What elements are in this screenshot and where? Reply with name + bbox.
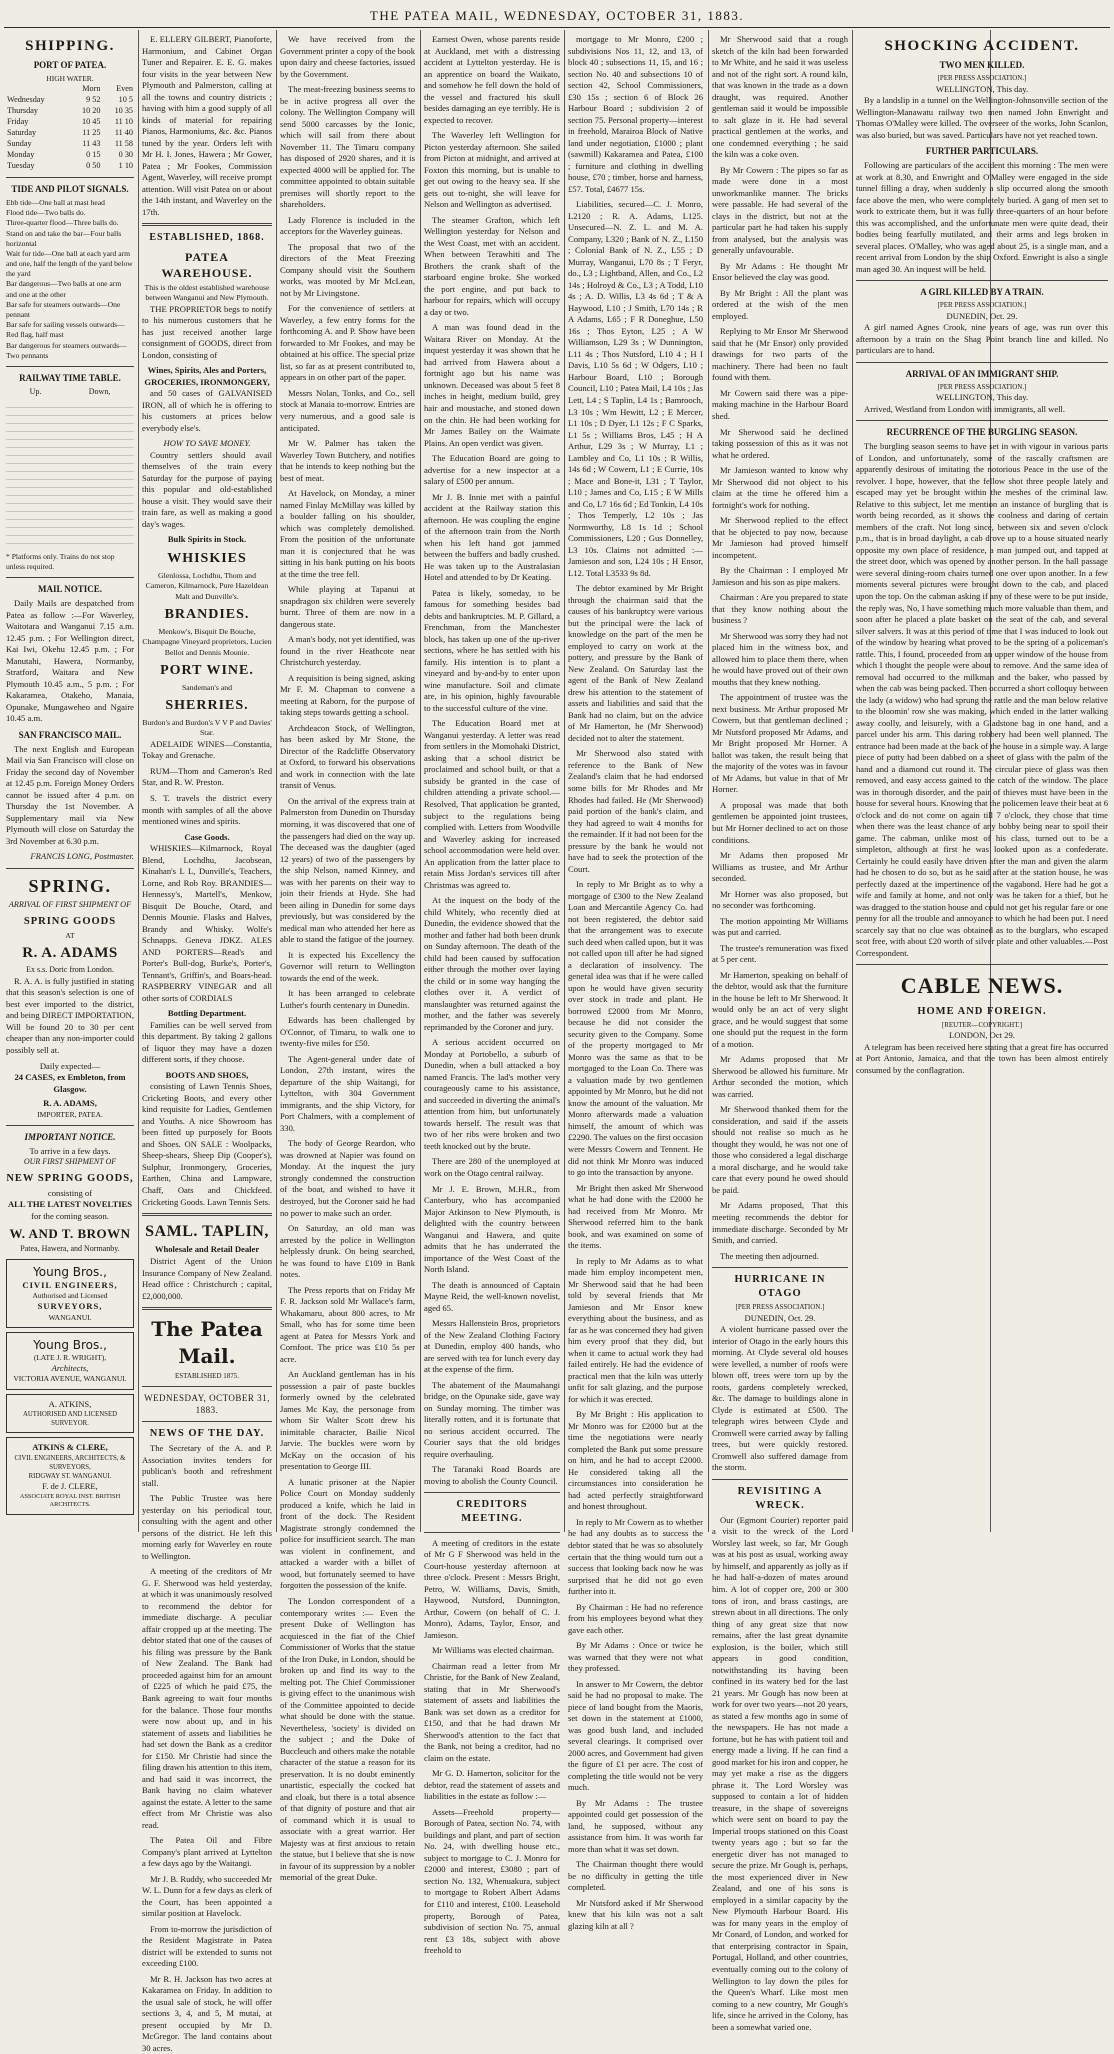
divider (856, 964, 1108, 965)
mail-notice-body: Daily Mails are despatched from Patea as follow :—For Waverley, Waitotara and Wanganui 7.15 a.m. 12.45 p.m. ; For Wellington direct, Kai Iwi, Okehu 12.45 p.m. ; For Manutahi, Hawera, Normanby, Stratford, Waitara and New Plymouth 10.45 a.m., 5 p.m. ; For Kakaramea, Otakeho, Manaia, Opunake, Mungaweheo and Ngaire 10.45 a.m. (6, 598, 134, 724)
sherries-heading: SHERRIES. (165, 698, 249, 714)
table-row: Friday 10 45 11 10 (7, 117, 133, 127)
port-heading: PORT OF PATEA. (33, 60, 107, 71)
col-even: Even (116, 84, 133, 94)
further-particulars-heading: FURTHER PARTICULARS. (925, 146, 1039, 157)
important-heading: IMPORTANT NOTICE. (24, 1131, 116, 1142)
news-of-the-day-heading: NEWS OF THE DAY. (149, 1428, 265, 1440)
divider (856, 280, 1108, 281)
table-row: Tuesday 0 50 1 10 (7, 161, 133, 171)
immigrant-ship-heading: ARRIVAL OF AN IMMIGRANT SHIP. (905, 368, 1059, 379)
column-4: Earnest Owen, whose parents reside at Auckland, met with a distressing accident at Lyttelton yesterday. He is an apprentice on board the Waikato, and somehow he fell down the hold of the vessel and fractured his skull besides damaging an eye terribly. He is expected to recover. The Waverley left Wellington for Picton yesterday afternoon. She sailed from Picton at midnight, and arrived at Foxton this morning, but is unable to get out owing to the heavy sea. If she gets out to-night, she will leave for Nelson and Wellington as advertised. The steamer Grafton, which left Wellington yesterday for Nelson and the West Coast, met with an accident. When between Terawhiti and The Brothers the crank shaft of the starboard engine broke. She worked the port engine, and put back to harbour for repairs, which will occupy a day or two. A man was found dead in the Waitara River on Monday. At the inquest yesterday it was shown that he had arrived from Hawera about a fortnight ago but his name was unknown. Deceased was about 5 feet 8 inches in height, medium build, grey hair and moustache, and stoned down on the chin. He had been working for Mr James Bailey on the Waimate Plains. An open verdict was given. The Education Board are going to advertise for a new inspector at a salary of £500 per annum. Mr J. B. Innie met with a painful accident at the Railway station this afternoon. He was coupling the engine of the afternoon train from the North when his left hand got jammed between the buffers and badly crushed. He was taken up to the Australasian Hotel and attended to by Dr Keating. Patea is likely, someday, to be famous for something besides bad debts and bankruptcies. M. P. Gillard, a Frenchman, from the Manchester block, has taken up one of the up-river sections, where he has settled with his family. His intention is to plant a vineyard and by-and-by to enter upon wine manufacture. Soil and climate are, in his opinion, highly favourable to the successful culture of the vine. The Education Board met at Wanganui yesterday. A letter was read from settlers in the Momohaki District, asking that a school district be proclaimed and school built, or that a subsidy be granted in the case of children attending a private school.—Resolved, That application be granted, subject to the regulations being complied with. Letters from Woodville and Waverley asking for increased school accommodation were held over. An application from the latter place to retain Miss Jordan's services till after Christmas was agreed to. At the inquest on the body of the child Whitely, who recently died at Dunedin, the evidence showed that the mother and father had both been drunk on Sunday afternoon. The death of the child had been caused by suffocation either through the mother over laying the child or in some way hanging the clothes over it. A verdict of manslaughter was returned against the mother, and the father was severely reprimanded by the Coroner and jury. A serious accident occurred on Monday at Portobello, a suburb of Dunedin, when a bull attacked a boy named Francis. The lad's mother very courageously came to his assistance, and succeeded in diverting the animal's attention from him, but unfortunately towards herself. The result was that two of her ribs were broken and two teeth knocked out by the brute. There are 280 of the unemployed at work on the Otago central railway. Mr J. E. Brown, M.H.R., from Canterbury, who has accompanied Major Atkinson to New Plymouth, is delighted with the country between Wanganui and Hawera, and quite admits that he has underrated the importance of the West Coast of the North Island. The death is announced of Captain Mayne Reid, the well-known novelist, aged 65. Messrs Hallenstein Bros, proprietors of the New Zealand Clothing Factory at Dunedin, employ 400 hands, who are served with tea for lunch every day at the expense of the firm. The abatement of the Maumahangi bridge, on the Opunake side, gave way on Sunday morning. The timber was literally rotten, and it is fortunate that no serious accident occurred. The Courier says that the old bridges require overhauling. The Taranaki Road Boards are moving to abolish the County Council. CREDITORS MEETING. A meeting of creditors in the estate of Mr G F Sherwood was held in the Court-house yesterday afternoon at three o'clock. Present : Messrs Bright, Petro, W. Williams, Davis, Smith, Haywood, Nutsford, Dunnington, Arthur, Cowern (on behalf of C. J. Monro), Adams, Taylor, Ensor, and Jamieson. Mr Williams was elected chairman. Chairman read a letter from Mr Christie, for the Bank of New Zealand, stating that in Mr Sherwood's statement of assets and liabilities the Bank was set down as a creditor for £150, and that he had drawn Mr Sherwood's attention to the fact that the Bank, not being a creditor, had no claim on the estate. Mr G. D. Hamerton, solicitor for the debtor, read the statement of assets and liabilities in the estate as follow :— Assets—Freehold property—Borough of Patea, section No. 74, with buildings and plant, and part of section No. 24, with dwelling house etc., subject to mortgage to C. J. Monro for £2000 and interest, £3080 ; part of section No. 132, Whenuakura, subject to mortgage to Robert Albert Adams for £110 and interest, £100. Leasehold property, Borough of Patea, subdivision of section No. 75, annual rent £3 18s, subject with above freehold to (424, 34, 560, 1956)
issue-date: WEDNESDAY, OCTOBER 31, 1883. (144, 1393, 270, 1416)
high-water-table (6, 84, 134, 172)
divider (142, 223, 272, 226)
tide-signals-list: Ebb tide—One ball at mast head Flood tide—Two balls do. Three-quarter flood—Three balls do. Stand on and take the bar—Four balls horizontal Wait for tide—One ball at each yard arm and one, half the length of the yard below the yard Bar dangerous—Two balls at one arm and one at the other Bar safe for steamers outwards—One pennant Bar safe for sailing vessels outwards—Red flag, half mast Bar dangerous for steamers outwards—Two pennants (6, 198, 133, 360)
column-divider (276, 30, 277, 1532)
masthead-rule (4, 27, 1110, 28)
masthead: THE PATEA MAIL, WEDNESDAY, OCTOBER 31, 1883. (369, 8, 745, 23)
divider (142, 1386, 272, 1387)
young-bros-architects-ad: Young Bros., (LATE J. R. WRIGHT), Architects, VICTORIA AVENUE, WANGANUI. (6, 1332, 134, 1390)
port-wine-heading: PORT WINE. (160, 663, 254, 679)
cases-line: 24 CASES, ex Embleton, from Glasgow. (14, 1072, 126, 1094)
shipping-heading: SHIPPING. (25, 38, 115, 54)
railway-timetable (6, 400, 134, 550)
railway-up-label: Up. (29, 386, 42, 396)
creditors-meeting-heading: CREDITORS MEETING. (456, 1499, 528, 1525)
column-divider (852, 30, 853, 1532)
divider (712, 1267, 848, 1268)
spring-sub: ARRIVAL OF FIRST SHIPMENT OF (8, 900, 132, 909)
cable-news-heading: CABLE NEWS. (900, 973, 1064, 999)
atkins-ad: A. ATKINS, AUTHORISED AND LICENSED SURVEYOR. (6, 1394, 134, 1434)
column-divider (708, 30, 709, 1532)
mail-notice-heading: MAIL NOTICE. (37, 583, 102, 594)
patea-mail-nameplate: The Patea Mail. (151, 1317, 263, 1368)
divider (142, 1421, 272, 1422)
tide-signals-heading: TIDE AND PILOT SIGNALS. (11, 184, 129, 195)
postmaster-signature: FRANCIS LONG, Postmaster. (30, 851, 134, 862)
atkins-clere-ad: ATKINS & CLERE, CIVIL ENGINEERS, ARCHITECTS, & SURVEYORS, RIDGWAY ST. WANGANUI. F. de J. CLERE, ASSOCIATE ROYAL INST. BRITISH ARCHITECTS. (6, 1437, 134, 1514)
gilbert-ad: E. ELLERY GILBERT, Pianoforte, Harmonium, and Cabinet Organ Tuner and Repairer. E. E. G. makes four visits in the year between New Plymouth and Palmerston, calling at all the towns and country districts ; having with him a good supply of all kinds of material for repairing Pianos, Harmoniums, &c. &c. Pianos tuned by the year. Orders left with Mr H. I. Jones, Hawera ; Mr Gower, Patea ; Mr Fookes, Commission Agent, Waverley, will receive prompt attention. Will visit Patea on or about the 14th instant, and Waverley on the 17th. (142, 34, 272, 217)
table-row: Saturday 11 25 11 40 (7, 128, 133, 138)
divider (142, 1307, 272, 1310)
divider (6, 366, 134, 367)
railway-down-label: Down, (88, 386, 111, 396)
hurricane-heading: HURRICANE IN OTAGO (734, 1274, 826, 1300)
table-row: Thursday 10 20 10 35 (7, 106, 133, 116)
whiskies-heading: WHISKIES (167, 550, 247, 566)
young-bros-ad: Young Bros., CIVIL ENGINEERS, Authorised and Licensed SURVEYORS, WANGANUI. (6, 1259, 134, 1328)
divider (6, 1125, 134, 1126)
girl-killed-heading: A GIRL KILLED BY A TRAIN. (920, 287, 1044, 298)
railway-cols (6, 387, 134, 398)
divider (856, 362, 1108, 363)
divider (6, 577, 134, 578)
spring-body: R. A. A. is fully justified in stating that this season's selection is one of best ever imported to the district, and being DIRECT IMPORTATION, Will be found 20 to 30 per cent cheaper than any non-importer could possibly sell at. (6, 975, 135, 1055)
sf-mail-heading: SAN FRANCISCO MAIL. (18, 729, 122, 740)
burgling-season-heading: RECURRENCE OF THE BURGLING SEASON. (886, 427, 1078, 438)
divider (712, 1479, 848, 1480)
column-3: We have received from the Government printer a copy of the book upon dairy and cheese factories, issued by the Government. The meat-freezing business seems to be in active progress all over the colony. The Wellington Company will send 5000 carcasses by the Ionic, which will sail from there about November 11. The Timaru company has disposed of 2920 shares, and it is expected 4000 will be applied for. The committee appointed to obtain suitable premises will shortly report to the shareholders. Lady Florence is included in the acceptors for the Waverley guineas. The proposal that two of the directors of the Meat Freezing Company should visit the Southern works, was mooted by Mr McLean, not by Mr Livingstone. For the convenience of settlers at Waverley, a few entry forms for the forthcoming A. and P. Show have been forwarded to Mr Fookes, and may be obtained at his office. The special prize list, so far as at present contributed to, appears in on other part of the paper. Messrs Nolan, Tonks, and Co., sell stock at Manaia to-morrow. Entries are very numerous, and a good sale is anticipated. Mr W. Palmer has taken the Waverley Town Butchery, and notifies that he intends to keep nothing but the best of meat. At Havelock, on Monday, a miner named Finlay McMillay was killed by a boulder falling on his shoulder, which was completely demolished. From the position of the unfortunate man it is conjectured that he was sitting in his bank putting on his boots at the time the tree fell. While playing at Tapanui at snapdragon six children were severely burnt. Three of them are now in a dangerous state. A man's body, not yet identified, was found in the river Heathcote near Christchurch yesterday. A requisition is being signed, asking Mr F. M. Chapman to convene a meeting at Raborn, for the purpose of taking steps towards getting a school. Archdeacon Stock, of Wellington, has been asked by Mr Stone, the Director of the Radcliffe Observatory at Oxford, to forward his observations and work in connection with the late transit of Venus. On the arrival of the express train at Palmerston from Dunedin on Thursday morning, it was discovered that one of the passengers had died on the way up. The deceased was the daughter (aged 12 years) of two of the passengers by the ship Nelson, named Kinney, and was with her parents on their way to join their friends at Hyde. She had been ailing in Dunedin for some days previously, but was considered by the medical man who attended her here as able to stand the fatigue of the journey. It is expected his Excellency the Governor will return to Wellington towards the end of the week. It has been arranged to celebrate Luther's fourth centenary in Dunedin. Edwards has been challenged by O'Connor, of Timaru, to walk one to twenty-five miles for £50. The Agent-general under date of London, 27th instant, wires the departure of the ship Waitangi, for Lyttelton, with 304 Government immigrants, and the ship Victory, for Port Chalmers, with a complement of 330. The body of George Reardon, who was drowned at Napier was found on Monday. At the inquest the jury strongly condemned the construction of the boat, and wished to have it destroyed, but the Coroner said he had no power to make such an order. On Saturday, an old man was arrested by the police in Wellington helplessly drunk. On being searched, he was found to have £109 in Bank notes. The Press reports that on Friday Mr F. R. Jackson sold Mr Wallace's farm, Whakamaru, about 800 acres, to Mr Small, who has for some time been agent at Patea for Messrs York and Cornfoot. The price was £10 5s per acre. An Auckland gentleman has in his possession a pair of paste buckles formerly owned by the celebrated James Mc Kay, the personage from whom Sir Walter Scott drew his inimitable character, Bailie Nicol Jarvie. The buckles were worn by McKay on the occasion of his presentation to George III. A lunatic prisoner at the Napier Police Court on Monday suddenly produced a knife, which he laid in front of the dock. The Resident Magistrate strongly condemned the police for insufficient search. The man was violent in confinement, and attacked a warder with a billet of wood, but fortunately seemed to have forgotten the possession of the knife. The London correspondent of a contemporary writes :— Even the present Duke of Wellington has acquiesced in the fiat of the Chief Commissioner of Works that the statue of the Iron Duke, in London, should be broken up and find its way to the melting pot. The Chief Commissioner is giving effect to the unanimous wish of the Committee appointed to decide what should be done with the statue. Nevertheless, 'society' is divided on the subject ; and the Duke of Buccleuch and others make the notable character of the statue a reason for its preservation. It is no doubt eminently unartistic, especially the cocked hat and cloak, but there is a total absence of that dignity of posture and that air of command which it is usual to associate with a great warrior. Her Majesty was at first anxious to retain the statue, but I believe that she is now in favour of its suppression by a nobler memorial of the great Duke. (280, 34, 416, 1883)
brandies-heading: BRANDIES. (164, 607, 250, 623)
table-row: Wednesday 9 52 10 5 (7, 95, 133, 105)
established-heading: ESTABLISHED, 1868. (149, 232, 265, 244)
divider (424, 1532, 560, 1533)
column-divider (138, 30, 139, 1532)
column-2: E. ELLERY GILBERT, Pianoforte, Harmonium, and Cabinet Organ Tuner and Repairer. E. E. G. makes four visits in the year between New Plymouth and Palmerston, calling at all the towns and country districts ; having with him a good supply of all kinds of material for repairing Pianos, Harmoniums, &c. &c. Pianos tuned by the year. Orders left with Mr H. I. Jones, Hawera ; Mr Gower, Patea ; Mr Fookes, Commission Agent, Waverley, will receive prompt attention. Will visit Patea on or about the 14th instant, and Waverley on the 17th. ESTABLISHED, 1868. PATEA WAREHOUSE. This is the oldest established warehouse between Wanganui and New Plymouth. THE PROPRIETOR begs to notify to his numerous customers that he has just received another large consignment of GOODS, direct from London, consisting of Wines, Spirits, Ales and Porters, GROCERIES, IRONMONGERY, and 50 cases of GALVANISED IRON, all of which he is offering to his customers at prices below everybody else's. HOW TO SAVE MONEY. Country settlers should avail themselves of the train every Saturday for the purpose of paying this popular and old-established house a visit. They would save their train fare, as well as making a good day's wages. Bulk Spirits in Stock. WHISKIES Glenlossa, Lochdhu, Thom and Cameron, Kilmarnock, Pure Hazeldean Malt and Dunville's. BRANDIES. Menkow's, Bisquit De Bouche, Champagne Vineyard proprietors, Lucien Bellot and Dennis Mounie. PORT WINE. Sandeman's and SHERRIES. Burdon's and Burdon's V V P and Davies' Star. ADELAIDE WINES—Constantia, Tokay and Grenache. RUM—Thom and Cameron's Red Star, and R. W. Preston. S. T. travels the district every month with samples of all the above mentioned wines and spirits. Case Goods. WHISKIES—Kilmarnock, Royal Blend, Lochdhu, Jacobsean, Kinahan's L L, Dunville's, Teachers, Lorne, and Rob Roy. BRANDIES—Hennessy's, Martell's, Menkow, Bisquit De Bouche, Otard, and Dennis Mounie. Flasks and Halves, Brandy and Whisky. Wolfe's Schnapps. Geneva JDKZ. ALES AND PORTERS—Read's and Porter's Bull-dog, Burke's, Porter's, Tennant's, Griffin's, and Boars-head. RASPBERRY VINEGAR and all other sorts of CORDIALS Bottling Department. Families can be well served from this department. By taking 2 gallons of liquor they may have a dozen different sorts, if they choose. BOOTS AND SHOES, consisting of Lawn Tennis Shoes, Cricketing Boots, and every other kind requisite for Ladies, Gentlemen and Youths. A nice Showroom has been fitted up purposely for Boots and Shoes. ON SALE : Woolpacks, Sheep-shears, Sheep Dip (Cooper's), Sulphur, Ironmongery, Groceries, Earthen, China and Lampware, Chaff, Oats and Chickfeed. Cricketing Goods. Lawn Tennis Sets. SAML. TAPLIN, Wholesale and Retail Dealer District Agent of the Union Insurance Company of New Zealand. Head office : Christchurch ; capital, £2,000,000. The Patea Mail. ESTABLISHED 1875. WEDNESDAY, OCTOBER 31, 1883. NEWS OF THE DAY. The Secretary of the A. and P. Association invites tenders for publican's booth and refreshment stall. The Public Trustee was here yesterday on his periodical tour, consulting with the agent and other persons of the district. He left this morning early for Waverley en route to Wellington. A meeting of the creditors of Mr G. F. Sherwood was held yesterday, at which it was unanimously resolved to recommend the debtor for immediate discharge. A peculiar affair cropped up at the meeting. The debtor stated that one of the causes of his filing was pressure by the Bank of New Zealand. The Bank had proceeded against him for an amount of £225 of which he paid £75, the Bank agreeing to wait four months for the balance. Those four months were now about up, and in his statement of assets and liabilities he had set down the Bank as a creditor for £150. Mr Christie had since the filing drawn his attention to this item, and had said it was incorrect, the Bank having no claim whatever against the estate. A letter to the same effect from Mr Christie was also read. The Patea Oil and Fibre Company's plant arrived at Lyttelton a few days ago by the Waitangi. Mr J. B. Ruddy, who succeeded Mr W. L. Dunn for a few days as clerk of the Court, has been appointed a similar position at Havelock. From to-morrow the jurisdiction of the Resident Magistrate in Patea district will be extended to sums not exceeding £100. Mr R. H. Jackson has two acres at Kakaramea on Friday. In addition to the usual sale of stock, he will offer sections 3, 4, and 5, M mutai, at present occupied by Mr D. McGregor. The land contains about 30 acres. (142, 34, 272, 2053)
high-water-label: HIGH WATER. (46, 74, 94, 84)
spring-goods: SPRING GOODS (23, 915, 117, 927)
table-row: Sunday 11 43 11 58 (7, 139, 133, 149)
column-6: Mr Sherwood said that a rough sketch of the kiln had been forwarded to Mr White, and he said it was useless and not of the right sort. A round kiln, that was known in the trade as a down draught, was required. Another gentleman said it would be impossible to salt glaze in it. He had several practical gentlemen at the works, and one condemned everything ; he said the kiln was a coke oven. By Mr Cowern : The pipes so far as made were done in a most unworkmanlike manner. The bricks were passable. He had several of the clays in the district, but not at the particular part he had taken his supply from analysed, but the analysis was generally unfavourable. By Mr Adams : He thought Mr Ensor believed the clay was good. By Mr Bright : All the plant was ordered at the wish of the men employed. Replying to Mr Ensor Mr Sherwood said that he (Mr Ensor) only provided drawings for two parts of the machinery. There had been no fault found with them. Mr Cowern said there was a pipe-making machine in the Harbour Board shed. Mr Sherwood said he declined taking possession of this as it was not what he ordered. Mr Jamieson wanted to know why Mr Sherwood did not object to his claim at the time he offered him a fortnight's work for nothing. Mr Sherwood replied to the effect that he objected to pay now, because Mr Jamieson had proved himself incompetent. By the Chairman : I employed Mr Jamieson and his son as pipe makers. Chairman : Are you prepared to state that they know nothing about the business ? Mr Sherwood was sorry they had not placed him in the witness box, and allowed him to place them there, when he would have proved out of their own mouths that they knew nothing. The appointment of trustee was the next business. Mr Arthur proposed Mr Cowern, but that gentleman declined ; Mr Nutsford proposed Mr Adams, and Mr Bright proposed Mr Horner. A ballot was taken, the result being that the majority of the votes was in favour of Mr Adams, but value in that of Mr Horner. A proposal was made that both gentlemen be appointed joint trustees, but Mr Horner declined to act on those conditions. Mr Adams then proposed Mr Williams as trustee, and Mr Arthur seconded. Mr Horner was also proposed, but no seconder was forthcoming. The motion appointing Mr Williams was put and carried. The trustee's remuneration was fixed at 5 per cent. Mr Hamerton, speaking on behalf of the debtor, would ask that the furniture in the house be left to Mr Sherwood. It would only be an act of very slight grace, and he would suggest that some one should put the request in the form of a motion. Mr Adams proposed that Mr Sherwood be allowed his furniture. Mr Arthur seconded the motion, which was carried. Mr Sherwood thanked them for the consideration, and said if the assets should not realise so much as he thought they would, he was not one of those who considered a legal discharge a moral discharge, and he would take care that every pound he owed should be paid. Mr Adams proposed, That this meeting recommends the debtor for immediate discharge. Seconded by Mr Smith, and carried. The meeting then adjourned. HURRICANE IN OTAGO [PER PRESS ASSOCIATION.] DUNEDIN, Oct. 29. A violent hurricane passed over the interior of Otago in the early hours this morning. At Clyde several old houses were levelled, a number of roofs were blown off, trees were torn up by the roots, gardens completely wrecked, &c. The damage to buildings alone in Clyde is estimated at £500. The telegraph wires between Clyde and Cromwell were carried away by falling trees, but were quickly restored. Cromwell also suffered damage from the storm. REVISITING A WRECK. Our (Egmont Courier) reporter paid a visit to the wreck of the Lord Worsley last week, so far, Mr Gough was at his post as usual, working away by himself, and apparently as jolly as if he had half-a-dozen of mates around him. A lot of copper ore, 200 or 300 tons of iron, and brass castings, are strewn about in all directions. The only thing of any great size that now remains, after the last great dynamite explosion, is the boiler, which still appears in good condition, notwithstanding its having been confined in its watery bed for the last 21 years. Mr Gough has now been at work for over two years—not 20 years, as stated a few months ago in some of the newspapers. He has not made a fortune, but he has with patient toil and energy made a living. If he can find a good market for his iron and copper, he may yet make a rise as the diggers phrase it. The Lord Worsley was supposed to contain a lot of hidden treasure, in the shape of sovereigns which were sent on board to pay the Imperial troops stationed on this Coast twenty years ago ; but so far the energetic diver has not managed to secure the prize. Mr Gough is, perhaps, the most experienced diver in New Zealand, and one of his sons is employed in a similar capacity by the New Plymouth Harbour Board. His was for many years in the employ of Mr Conard, of London, and worked for that enterprising contractor in Spain, Portugal, Holland, and other countries, eventually coming out to the colony of Wellington to lay down the piles for the Queen's Wharf. Like most men coming to a new country, Mr Gough's life, since he arrived in the Colony, has been a somewhat varied one. (712, 34, 848, 2032)
sf-mail-body: The next English and European Mail via San Francisco will close on Friday the second day of November at 12.45 p.m. Foreign Money Orders cannot be issued after 4 p.m. on Thursday the 1st November. A Supplementary mail via New Plymouth will close on Saturday the 3rd November at 6.30 p.m. (6, 743, 134, 846)
railway-heading: RAILWAY TIME TABLE. (19, 372, 121, 383)
column-1: SHIPPING. PORT OF PATEA. HIGH WATER. Morn Even Wednesday 9 52 10 5 Thursday 10 20 10 35 Friday 10 45 11 10 Saturday 11 25 11 40 Sunday 11 43 11 58 Monday 0 15 0 30 Tuesday 0 50 1 10 TIDE AND PILOT SIGNALS. Ebb tide—One ball at mast head Flood tide—Two balls do. Three-quarter flood—Three balls do. Stand on and take the bar—Four balls horizontal Wait for tide—One ball at each yard arm and one, half the length of the yard below the yard Bar dangerous—Two balls at one arm and one at the other Bar safe for steamers outwards—One pennant Bar safe for sailing vessels outwards—Red flag, half mast Bar dangerous for steamers outwards—Two pennants RAILWAY TIME TABLE. Up. Down, * Platforms only. Trains do not stop unless required. MAIL NOTICE. Daily Mails are despatched from Patea as follow :—For Waverley, Waitotara and Wanganui 7.15 a.m. 12.45 p.m. ; For Wellington direct, Kai Iwi, Okehu 12.45 p.m. ; For Manutahi, Hawera, Normanby, Stratford, Waitara and New Plymouth 10.45 a.m., 5 p.m. ; For Kakaramea, Otakeho, Manaia, Opunake, Mungaweheo and Ngaire 10.45 a.m. SAN FRANCISCO MAIL. The next English and European Mail via San Francisco will close on Friday the second day of November at 12.45 p.m. Foreign Money Orders cannot be issued after 4 p.m. on Thursday the 1st November. A Supplementary mail via New Plymouth will close on Saturday the 3rd November at 6.30 p.m. FRANCIS LONG, Postmaster. SPRING. ARRIVAL OF FIRST SHIPMENT OF SPRING GOODS AT R. A. ADAMS Ex s.s. Doric from London. R. A. A. is fully justified in stating that this season's selection is one of best ever imported to the district, and being DIRECT IMPORTATION, Will be found 20 to 30 per cent cheaper than any non-importer could possibly sell at. Daily expected— 24 CASES, ex Embleton, from Glasgow. R. A. ADAMS, IMPORTER, PATEA. IMPORTANT NOTICE. To arrive in a few days. OUR FIRST SHIPMENT OF NEW SPRING GOODS, consisting of ALL THE LATEST NOVELTIES for the coming season. W. AND T. BROWN Patea, Hawera, and Normanby. Young Bros., CIVIL ENGINEERS, Authorised and Licensed SURVEYORS, WANGANUI. Young Bros., (LATE J. R. WRIGHT), Architects, VICTORIA AVENUE, WANGANUI. A. ATKINS, AUTHORISED AND LICENSED SURVEYOR. ATKINS & CLERE, CIVIL ENGINEERS, ARCHITECTS, & SURVEYORS, RIDGWAY ST. WANGANUI. F. de J. CLERE, ASSOCIATE ROYAL INST. BRITISH ARCHITECTS. (6, 34, 134, 1532)
column-7: SHOCKING ACCIDENT. TWO MEN KILLED. [PER PRESS ASSOCIATION.] WELLINGTON, This day. By a landslip in a tunnel on the Wellington-Johnsonville section of the Wellington-Manawatu railway two men named John Enwright and Thomas O'Malley were killed. The overseer of the works, John Scanlon, was also buried, but was saved. Particulars have not yet reached town. FURTHER PARTICULARS. Following are particulars of the accident this morning : The men were at work at 8.30, and Enwright and O'Malley were engaged in the side tunnel filling a dray, when suddenly a slip occurred along the smooth face above the men, who were completely buried. A gang of men set to work to extricate them, but it was fully three-quarters of an hour before this was accomplished, and the unfortunate men were quite dead, their bodies being fearfully mutilated, and their arms and legs broken in several places. O'Malley, who was aged about 25, is a single man, and a recent arrival from London by the ship Oxford. Enwright is also a single man aged 30. An inquest will be held. A GIRL KILLED BY A TRAIN. [PER PRESS ASSOCIATION.] DUNEDIN, Oct. 29. A girl named Agnes Crook, nine years of age, was run over this afternoon by a train on the Shag Point branch line and killed. No particulars are to hand. ARRIVAL OF AN IMMIGRANT SHIP. [PER PRESS ASSOCIATION.] WELLINGTON, This day. Arrived, Westland from London with immigrants, all well. RECURRENCE OF THE BURGLING SEASON. The burgling season seems to have set in with vigour in various parts of London, and unfortunately, some of the rascally craftsmen are apparently desirous of imitating the notorious Peace in the use of the revolver. I hope, however, that the fellow shot three people lately and escaped may yet be brought within the meshes of the criminal law. Relative to this subject, let me mention an instance of burgling that is worth being recorded, as it shows the coolness and daring of certain members of the craft. Not long since, between six and seven o'clock p.m., that is in broad daylight, a cab drove up to a house situated nearly opposite my own place of residence, a man jumped out, and tapped at the street door, which was opened by another person. In the hall passage were several dining-room chairs turned one over upon another. In a few moments several pictures were brought down to the cab, and placed upon the top. On the cabman asking if any of these were to be put inside, the reply was, No, I have something much more valuable than them, and soon after he placed a plate basket on the seat of the cab, and several silver salvers. It was at this period of time that I was induced to look out of the window by hearing what proved to be the spring of a policeman's rattle. This, I found, proceeded from an upper window of the house from which I thought the people were about to remove. And the same idea of removal had occurred to the milkman and the baker, who passed by when the cab was being packed. Then occurred a short colloquy between the lady (a widow) who had sprung the rattle and the man below relative to the bloomin' row she was making, which ended in the latter walking away coolly, and leisurely, with a Gladstone bag in one hand, and a parcel under his arm. This daring robbery had been well planned. The entrance had been made at the back of the house in a simple way. A large piece of putty had been dabbed on a sheet of glass with the palm of the hand and a diamond cut round it. The circular piece of glass was then removed, and easy access gained to the catch of the window. The place was in thorough disorder, and the pair of thieves must have been in the house for several hours. Knowing that the policemen leave their beat at 6 o'clock and do not come on again till 7 o'clock, they chose that time when there was the least chance of any bobby being near to spoil their game. The cabman, unlike most of his class, turned out to be a simpleton, although at first he was looked upon as a confederate. Certainly he could easily have driven after the man and given the alarm had he chosen to do so, but as he said after at the station house, he was perfectly dazed at the impertinence of the vagabond. Here had he got a wife and family at home, and not only was he taken for a thief, but he was dragged to the station house and could not get his regular fare or one penny for all the trouble and annoyance to which he had been put. I need scarcely say that no clue was obtained as to the burglars, who escaped scot free, with about £20 worth of silver plate and other valuables.—Post Correspondent. CABLE NEWS. HOME AND FOREIGN. [REUTER—COPYRIGHT.] LONDON, Oct 29. A telegram has been received here stating that a great fire has occurred at Port Antonio, Jamaica, and that the town has been almost entirely consumed by the conflagration. (856, 38, 1108, 1075)
table-header-row (6, 84, 134, 95)
table-row: Monday 0 15 0 30 (7, 150, 133, 160)
column-5: mortgage to Mr Monro, £200 ; subdivisions Nos 11, 12, and 13, of block 40 ; subsections 11, 15, and 16 ; section No. 40 and subsections 10 of section 42, School Commissioners, £30 15s ; section 6 of Block 26 Harbour Board ; subdivision 2 of section 75. Personal property—interest in freehold, Marairoa Block of Native land under negotiation, £1000 ; plant (sawmill) Kakaramea and Patea, £100 ; furniture and clothing in dwelling house, £70 ; timber, horse and harness, £57. Total, £4677 15s. Liabilities, secured—C. J. Monro, L2120 ; R. A. Adams, L125. Unsecured—N. Z. L. and M. A. Company, L320 ; Bank of N. Z., L150 ; Colonial Bank of N. Z., L55 ; D Murray, Wanganui, L70 8s ; T Feryr, do., L3 ; Lightband, Allen, and Co., L2 14s ; Holroyd & Co., L3 ; A Todd, L10 4s ; A. D. Willis, L3 4s 6d ; T & A Haywood, L10 ; J Smith, L70 14s ; R A Adams, L65 ; F R Doneghue, L50 16s ; Thos Eyton, L25 ; A W Williamson, L29 3s ; W Dunnington, L11 4s ; Thos Nutsford, L10 4 ; H I Davis, L10 5s 6d ; W Odgers, L10 ; Harbour Board, L10 ; Borough Council, L10 ; Patea Mail, L4 10s ; Jas Lett, L4 ; S Taplin, L4 1s ; Bamrooch, L3 10s ; Wm Hewitt, L2 ; E Mercer, L1 10s ; D Dyer, L1 12s ; F C Sparks, L1 5s ; Williams Bros, L45 ; H A Arthur, L29 3s ; W Murray, L1 ; Lambley and Co, L1 10s ; R Willis, 14s 6d ; W Cowern, L1 ; E Currie, 10s ; Mace and Bone-it, L31 ; T Taylor, L10 ; James and Co, L15 ; E W Mills and Co, L7 16s 6d ; Ed Tonkin, L4 10s ; Thos Temperly, L2 10s ; Jas Normworthy, L8 1s 1d ; School Commissioners, L20 ; Gus Donnelley, L3 10s. Claims not admitted :—Jamieson and son, L24 10s ; H Ensor, L12. Total L3533 9s 8d. The debtor examined by Mr Bright through the chairman said that the causes of his bankruptcy were various but the principal were the lack of knowledge on the part of the men he employed to carry on work at the pottery, and pressure by the Bank of New Zealand. On Saturday last the agent of the Bank of New Zealand drew his attention to the statement of assets and liabilities and said that the Bank had no claim, but on the advice of Mr Hamerton, he (Mr Sherwood) decided not to alter the statement. Mr Sherwood also stated with reference to the Bank of New Zealand's claim that he had endorsed some bills for Mr Rhodes and Mr Rhodes had failed. He (Mr Sherwood) paid portion of the bank's claim, and they had agreed to wait 4 months for the remainder. If it had not been for the pressure by the bank he would not have had to seek the protection of the Court. In reply to Mr Bright as to why a mortgage of £300 to the New Zealand Loan and Mercantile Agency Co. had not been registered, the debtor said that the arrangement was to execute such deed when called upon, but it was not called upon till after he had signed a declaration of insolvency. The general idea was that if he were called upon he would have given security over stock in trade and plant. He borrowed £2000 from Mr Monro, because he did not consider the security given to the Company. Some of the property mortgaged to Mr Monro was the same as that to be mortgaged to the Loan Co. There was a valuation made by two gentlemen appointed by Mr Monro, but he did not know the amount of the valuation. Mr Monro afterwards made a valuation himself, the amount of which was £2290. The values on the first occasion were Messrs Cowern and Tennent. He did not think Mr Monro was induced to go into the transaction by anyone. Mr Bright then asked Mr Sherwood what he had done with the £2000 he had received from Mr Monro. Mr Sherwood referred him to the bank book, and was examined on some of the items. In reply to Mr Adams as to what made him employ incompetent men, Mr Sherwood said that he had been told by several friends that Mr Jamieson and Mr Ensor knew everything about the business, and as far as he was concerned they had given him every proof that they did, but when it came to actual work they had failed entirely. He had the evidence of practical men that the kiln was utterly unfit for salt glazing, and the purpose for which it was erected. By Mr Bright : His application to Mr Monro was for £2000 but at the time the negotiations were nearly completed the Bank put some pressure on him, and he had to accept £2000. He considered taking all the circumstances into consideration he had acted perfectly straightforward and honest throughout. In reply to Mr Cowern as to whether he had any doubts as to success the debtor stated that he was so absolutely certain that the thing would turn out a success that looking back now he was surprised that he did not go even further into it. By Chairman : He had no reference from his employees beyond what they gave each other. By Mr Adams : Once or twice he was warned that they were not what they professed. In answer to Mr Cowern, the debtor said he had no proposal to make. The piece of land bought from the Maoris, set down in the statement at £1000, was good bush land, and included several clearings. It comprised over 2000 acres, and Government had given the figure of £1 per acre. The cost of completing the title would not be very much. By Mr Adams : The trustee appointed could get possession of the land, he supposed, without any assistance from him. It was worth far more than what it was set down. The Chairman thought there would be no difficulty in getting the title completed. Mr Nutsford asked if Mr Sherwood knew that his kiln was not a salt glazing kiln at all ? (568, 34, 703, 1931)
column-divider (420, 30, 421, 1532)
divider (6, 177, 134, 178)
important-goods: NEW SPRING GOODS, (6, 1172, 134, 1184)
spring-heading: SPRING. (28, 875, 112, 896)
divider (856, 420, 1108, 421)
divider (424, 1492, 560, 1493)
warehouse-heading: PATEA WAREHOUSE. (161, 249, 253, 280)
brown-firm: W. AND T. BROWN (9, 1225, 131, 1241)
divider (6, 868, 134, 869)
railway-note: * Platforms only. Trains do not stop unless required. (6, 551, 115, 571)
revisiting-wreck-heading: REVISITING A WRECK. (737, 1485, 823, 1511)
shocking-accident-heading: SHOCKING ACCIDENT. (884, 38, 1080, 54)
adams-firm: R. A. ADAMS (22, 945, 118, 962)
col-morn: Morn (82, 84, 101, 94)
divider (142, 1213, 272, 1216)
taplin-heading: SAML. TAPLIN, (145, 1223, 269, 1241)
column-divider (564, 30, 565, 1532)
